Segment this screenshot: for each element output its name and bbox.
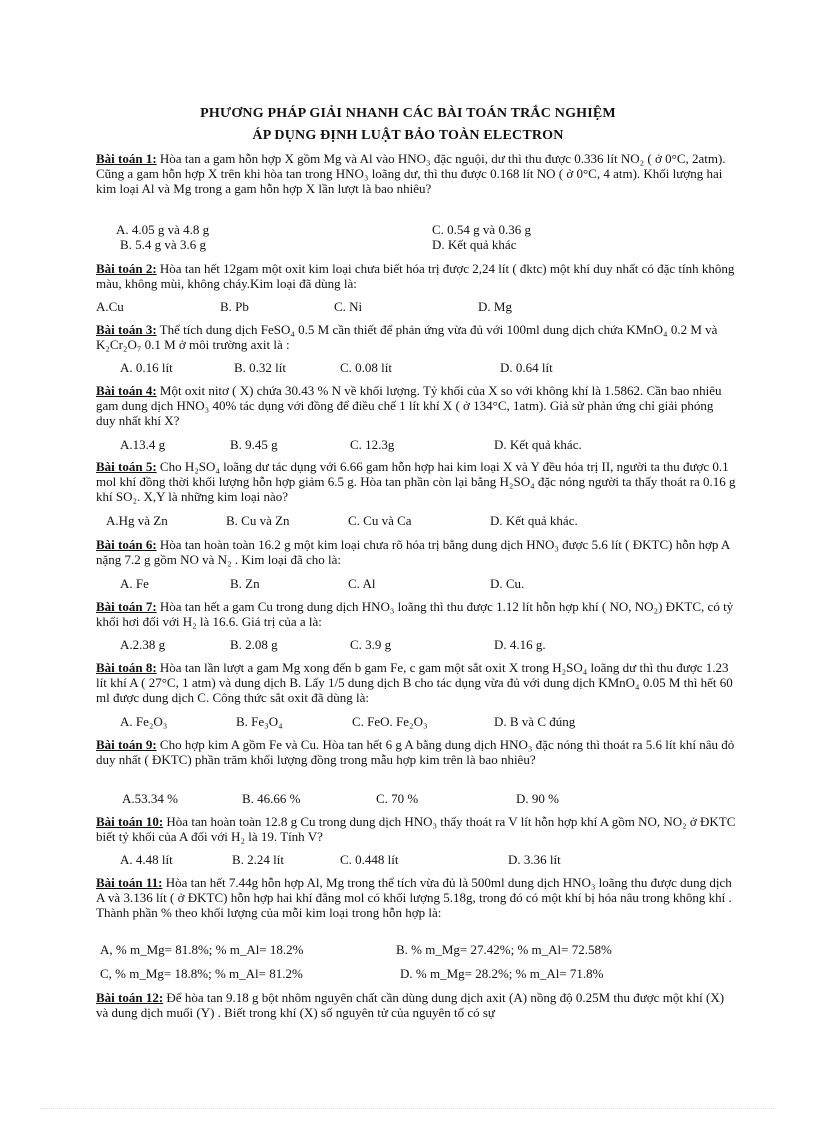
option-b: B. 2.08 g (230, 637, 278, 652)
option-d: D. B và C đúng (494, 714, 576, 729)
option-d: D. % m_Mg= 28.2%; % m_Al= 71.8% (400, 966, 604, 981)
problem-3 (96, 322, 736, 352)
document-title-line-1: PHƯƠNG PHÁP GIẢI NHANH CÁC BÀI TOÁN TRẮC NGHIỆM (200, 106, 616, 121)
problem-text: Hòa tan hết a gam Cu trong dung dịch HNO₃ loãng thì thu được 1.12 lít hỗn hợp khí ( NO, NO₂) ĐKTC, có tỷ khối hơi đối với H₂ là 16.6. Giá trị của a là: (96, 599, 734, 629)
problem-label: Bài toán 8: (96, 660, 157, 675)
problem-label: Bài toán 1: (96, 151, 157, 166)
option-a: A. Fe (120, 576, 149, 591)
option-d: D. 0.64 lít (500, 360, 553, 375)
option-a: A. 4.05 g và 4.8 g (116, 222, 210, 237)
problem-label: Bài toán 5: (96, 459, 157, 474)
problem-label: Bài toán 2: (96, 261, 157, 276)
option-d: D. Kết quả khác. (490, 513, 578, 528)
option-b: B. 2.24 lít (232, 852, 285, 867)
option-d: D. Kết quả khác. (494, 437, 582, 452)
option-b: B. Zn (230, 576, 260, 591)
problem-12 (96, 990, 736, 1020)
document-title-line-2: ÁP DỤNG ĐỊNH LUẬT BẢO TOÀN ELECTRON (252, 128, 564, 143)
option-a: A.Hg và Zn (106, 513, 168, 528)
problem-4 (96, 383, 736, 428)
option-d: D. 4.16 g. (494, 637, 546, 652)
problem-7 (96, 599, 736, 629)
problem-6 (96, 537, 736, 567)
problem-text: Thể tích dung dịch FeSO₄ 0.5 M cần thiết để phản ứng vừa đủ với 100ml dung dịch chứa KMnO₄ 0.2 M và K₂Cr₂O₇ 0.1 M ở môi trường axit là : (96, 322, 718, 352)
option-b: B. 0.32 lít (234, 360, 287, 375)
option-b: B. 46.66 % (242, 791, 301, 806)
option-a: A.53.34 % (122, 791, 178, 806)
page-bottom-edge (40, 1108, 776, 1109)
option-b: B. % m_Mg= 27.42%; % m_Al= 72.58% (396, 942, 612, 957)
option-d: D. Cu. (490, 576, 525, 591)
problem-label: Bài toán 4: (96, 383, 157, 398)
option-a: A.Cu (96, 299, 124, 314)
option-b: B. Cu và Zn (226, 513, 290, 528)
problem-label: Bài toán 12: (96, 990, 164, 1005)
problem-label: Bài toán 9: (96, 737, 157, 752)
problem-text: Để hòa tan 9.18 g bột nhôm nguyên chất cần dùng dung dịch axit (A) nồng độ 0.25M thu được một khí (X) và dung dịch muối (Y) . Biết trong khí (X) số nguyên tử của nguyên tố có sự (96, 990, 725, 1020)
problem-text: Hòa tan hết 7.44g hỗn hợp Al, Mg trong thể tích vừa đủ là 500ml dung dịch HNO₃ loãng thu được dung dịch A và 3.136 lít ( ở ĐKTC) hỗn hợp hai khí đẳng mol có khối lượng 5.18g, trong đó có một khí bị hóa nâu trong không khí . Thành phần % theo khối lượng của mỗi kim loại trong hỗn hợp là: (96, 875, 732, 920)
option-b: B. Fe₃O₄ (236, 714, 283, 729)
problem-label: Bài toán 6: (96, 537, 157, 552)
problem-9 (96, 737, 736, 767)
problem-8 (96, 660, 736, 705)
problem-label: Bài toán 10: (96, 814, 164, 829)
option-b: B. 5.4 g và 3.6 g (120, 237, 206, 252)
problem-label: Bài toán 7: (96, 599, 157, 614)
option-b: B. Pb (220, 299, 249, 314)
problem-text: Hòa tan hoàn toàn 16.2 g một kim loại chưa rõ hóa trị bằng dung dịch HNO₃ được 5.6 lít ( ĐKTC) hỗn hợp A nặng 7.2 g gồm NO và N₂ . Kim loại đã cho là: (96, 537, 730, 567)
option-a: A.13.4 g (120, 437, 166, 452)
option-a: A, % m_Mg= 81.8%; % m_Al= 18.2% (100, 942, 304, 957)
option-c: C. Al (348, 576, 376, 591)
option-d: D. 90 % (516, 791, 559, 806)
problem-text: Cho hợp kim A gồm Fe và Cu. Hòa tan hết 6 g A bằng dung dịch HNO₃ đặc nóng thì thoát ra 5.6 lít khí nâu đỏ duy nhất ( ĐKTC) phần trăm khối lượng đồng trong mẫu hợp kim trên là bao nhiêu? (96, 737, 735, 767)
option-c: C. 0.54 g và 0.36 g (432, 222, 531, 237)
problem-10 (96, 814, 736, 844)
problem-text: Hòa tan lần lượt a gam Mg xong đến b gam Fe, c gam một sắt oxit X trong H₂SO₄ loãng dư thì thu được 1.23 lít khí A ( 27°C, 1 atm) và dung dịch B. Lấy 1/5 dung dịch B cho tác dụng vừa đủ với dung dịch KMnO₄ 0.05 M thì hết 60 ml được dung dịch C. Công thức sắt oxit đã dùng là: (96, 660, 733, 705)
option-b: B. 9.45 g (230, 437, 278, 452)
option-c: C. Ni (334, 299, 363, 314)
problem-label: Bài toán 11: (96, 875, 163, 890)
option-c: C, % m_Mg= 18.8%; % m_Al= 81.2% (100, 966, 303, 981)
option-c: C. 3.9 g (350, 637, 392, 652)
problem-5 (96, 459, 736, 504)
option-c: C. Cu và Ca (348, 513, 412, 528)
option-a: A. Fe₂O₃ (120, 714, 168, 729)
problem-text: Hòa tan hết 12gam một oxit kim loại chưa biết hóa trị được 2,24 lít ( đktc) một khí duy nhất có đặc tính không màu, không mùi, không cháy.Kim loại đã dùng là: (96, 261, 735, 291)
option-d: D. 3.36 lít (508, 852, 561, 867)
option-d: D. Kết quả khác (432, 237, 517, 252)
problem-1 (96, 151, 736, 196)
problem-label: Bài toán 3: (96, 322, 157, 337)
option-c: C. 70 % (376, 791, 419, 806)
problem-text: Hòa tan hoàn toàn 12.8 g Cu trong dung dịch HNO₃ thấy thoát ra V lít hỗn hợp khí A gồm NO, NO₂ ở ĐKTC biết tỷ khối của A đối với H₂ là 19. Tính V? (96, 814, 736, 844)
problem-2 (96, 261, 736, 291)
option-a: A.2.38 g (120, 637, 166, 652)
option-c: C. 0.448 lít (340, 852, 399, 867)
option-c: C. 12.3g (350, 437, 395, 452)
option-d: D. Mg (478, 299, 512, 314)
problem-text: Hòa tan a gam hỗn hợp X gồm Mg và Al vào HNO₃ đặc nguội, dư thì thu được 0.336 lít NO₂ ( ở 0°C, 2atm). Cũng a gam hỗn hợp X trên khi hòa tan trong HNO₃ loãng dư, thì thu được 0.168 lít NO ( ở 0°C, 4 atm). Khối lượng hai kim loại Al và Mg trong a gam hỗn hợp X lần lượt là bao nhiêu? (96, 151, 726, 196)
option-c: C. FeO. Fe₂O₃ (352, 714, 428, 729)
option-a: A. 4.48 lít (120, 852, 173, 867)
option-c: C. 0.08 lít (340, 360, 393, 375)
problem-11 (96, 875, 736, 920)
problem-text: Một oxit nitơ ( X) chứa 30.43 % N về khối lượng. Tỷ khối của X so với không khí là 1.5862. Cần bao nhiêu gam dung dịch HNO₃ 40% tác dụng với đồng để điều chế 1 lít khí X ( ở 134°C, 1atm). Giả sử phản ứng chỉ giải phóng duy nhất khí X? (96, 383, 722, 428)
option-a: A. 0.16 lít (120, 360, 173, 375)
problem-text: Cho H₂SO₄ loãng dư tác dụng với 6.66 gam hỗn hợp hai kim loại X và Y đều hóa trị II, người ta thu được 0.1 mol khí đồng thời khối lượng hỗn hợp giảm 6.5 g. Hòa tan phần còn lại bằng H₂SO₄ đặc nóng người ta thấy thoát ra 0.16 g khí SO₂. X,Y là những kim loại nào? (96, 459, 736, 504)
